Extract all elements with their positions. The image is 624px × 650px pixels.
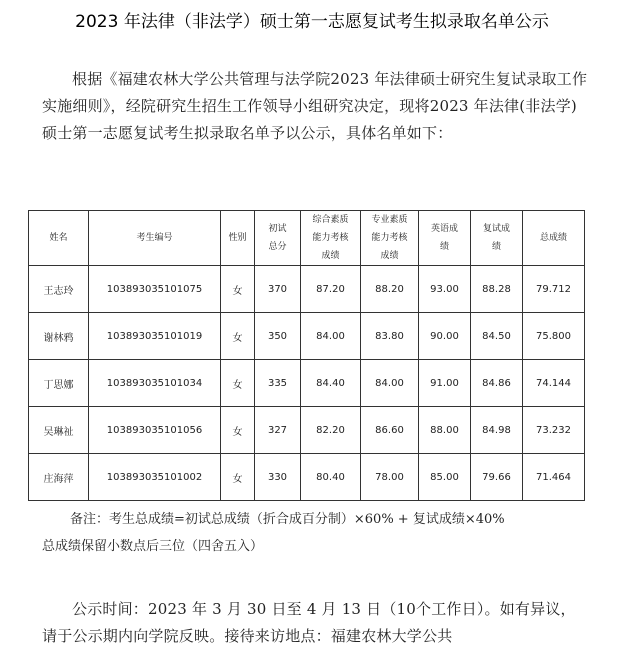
table-cell: 88.28: [471, 266, 523, 313]
table-cell: 84.86: [471, 360, 523, 407]
table-cell: 75.800: [523, 313, 585, 360]
table-cell: 103893035101075: [89, 266, 221, 313]
table-cell: 88.00: [419, 407, 471, 454]
table-cell: 330: [255, 454, 301, 501]
table-row: [29, 266, 585, 313]
table-cell: 88.20: [361, 266, 419, 313]
table-cell: 庄海萍: [29, 454, 89, 501]
table-row: [29, 313, 585, 360]
table-cell: 84.00: [361, 360, 419, 407]
column-header-line: 复试成: [482, 224, 510, 234]
column-header-line: 总成绩: [539, 233, 567, 243]
table-cell: 王志玲: [29, 266, 89, 313]
column-header-line: 总分: [268, 242, 287, 252]
table-cell: 谢林鸦: [29, 313, 89, 360]
table-row: [29, 454, 585, 501]
table-cell: 90.00: [419, 313, 471, 360]
column-header: [361, 211, 419, 266]
table-cell: 84.40: [301, 360, 361, 407]
table-cell: 女: [221, 407, 255, 454]
column-header-line: 性别: [228, 233, 247, 243]
column-header-line: 成绩: [321, 251, 340, 261]
table-cell: 84.98: [471, 407, 523, 454]
column-header: [221, 211, 255, 266]
table-row: [29, 407, 585, 454]
column-header-line: 综合素质: [312, 215, 349, 225]
note-formula: 备注：考生总成绩=初试总成绩（折合成百分制）×60% + 复试成绩×40%: [70, 512, 505, 527]
table-cell: 80.40: [301, 454, 361, 501]
column-header-line: 英语成: [430, 224, 458, 234]
table-cell: 79.66: [471, 454, 523, 501]
table-cell: 74.144: [523, 360, 585, 407]
admission-table: [28, 210, 585, 501]
table-cell: 85.00: [419, 454, 471, 501]
page-title: 2023 年法律（非法学）硕士第一志愿复试考生拟录取名单公示: [75, 12, 549, 32]
column-header-line: 绩: [491, 242, 501, 252]
table-cell: 370: [255, 266, 301, 313]
table-cell: 82.20: [301, 407, 361, 454]
column-header-line: 专业素质: [371, 215, 408, 225]
table-cell: 103893035101034: [89, 360, 221, 407]
column-header-line: 绩: [439, 242, 449, 252]
column-header: [89, 211, 221, 266]
table-header-row: [29, 211, 585, 266]
table-cell: 78.00: [361, 454, 419, 501]
table-cell: 335: [255, 360, 301, 407]
table-cell: 91.00: [419, 360, 471, 407]
table-row: [29, 360, 585, 407]
table-cell: 73.232: [523, 407, 585, 454]
table-cell: 86.60: [361, 407, 419, 454]
table-body: [29, 266, 585, 501]
table-cell: 103893035101002: [89, 454, 221, 501]
column-header-line: 考生编号: [136, 233, 173, 243]
column-header-line: 成绩: [380, 251, 399, 261]
note-rounding: 总成绩保留小数点后三位（四舍五入）: [42, 539, 264, 554]
table-cell: 103893035101056: [89, 407, 221, 454]
column-header: [301, 211, 361, 266]
column-header: [471, 211, 523, 266]
table-cell: 吴琳祉: [29, 407, 89, 454]
table-cell: 84.50: [471, 313, 523, 360]
table-cell: 女: [221, 313, 255, 360]
table-cell: 71.464: [523, 454, 585, 501]
table-cell: 87.20: [301, 266, 361, 313]
table-cell: 83.80: [361, 313, 419, 360]
table-cell: 女: [221, 454, 255, 501]
column-header: [523, 211, 585, 266]
table-cell: 327: [255, 407, 301, 454]
column-header-line: 姓名: [49, 233, 68, 243]
intro-paragraph: 根据《福建农林大学公共管理与法学院2023 年法律硕士研究生复试录取工作实施细则》，经院研究生招生工作领导小组研究决定，现将2023 年法律(非法学)硕士第一志愿复试考生拟录取名单予以公示，具体名单如下：: [42, 70, 588, 142]
column-header-line: 能力考核: [371, 233, 408, 243]
column-header: [419, 211, 471, 266]
notice-paragraph: 公示时间：2023 年 3 月 30 日至 4 月 13 日（10个工作日）。如有异议，请于公示期内向学院反映。接待来访地点：福建农林大学公共: [42, 600, 576, 645]
column-header: [255, 211, 301, 266]
table-cell: 79.712: [523, 266, 585, 313]
table-cell: 350: [255, 313, 301, 360]
column-header: [29, 211, 89, 266]
table-cell: 93.00: [419, 266, 471, 313]
table-cell: 女: [221, 360, 255, 407]
table-cell: 丁思娜: [29, 360, 89, 407]
table-cell: 84.00: [301, 313, 361, 360]
table-cell: 103893035101019: [89, 313, 221, 360]
column-header-line: 初试: [268, 224, 287, 234]
table-cell: 女: [221, 266, 255, 313]
column-header-line: 能力考核: [312, 233, 349, 243]
